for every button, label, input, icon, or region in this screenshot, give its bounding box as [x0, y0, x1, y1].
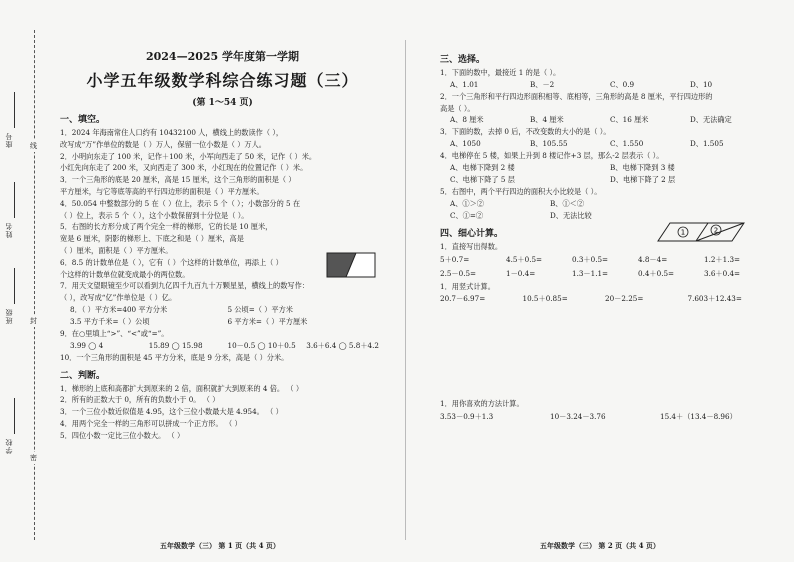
- choice-q1-options: [440, 79, 770, 91]
- choice-q4-options-1: [440, 162, 770, 174]
- fill-in-line: 5．右图的长方形分成了两个完全一样的梯形，它的长是 10 厘米，: [60, 222, 273, 232]
- calc-item: 1.3－1.1=: [572, 268, 609, 278]
- option: D、10: [690, 79, 713, 89]
- calc-item: 0.4＋0.5=: [638, 268, 675, 278]
- fill-in-line: 1．2024 年海南常住人口约有 10432100 人，横线上的数读作（ ），: [60, 128, 284, 137]
- option: C、0.9: [610, 79, 635, 89]
- fill-in-line: 宽是 6 厘米，阴影的梯形上、下底之和是（ ）厘米，高是: [60, 234, 244, 244]
- calc-item: 2.5－0.5=: [440, 268, 477, 278]
- option: A、1.01: [450, 79, 479, 89]
- option: A、1050: [450, 139, 481, 149]
- calc-direct-row-1: [440, 253, 770, 267]
- calc-item: 5＋0.7=: [440, 254, 470, 264]
- choice-q2-options: [440, 114, 770, 126]
- footer-right: 五年级数学（三） 第 2 页（共 4 页）: [540, 541, 660, 550]
- choice-q3-options: [440, 138, 770, 150]
- svg-text:1: 1: [680, 228, 686, 237]
- binding-write-field[interactable]: [14, 92, 15, 128]
- calc-item: 4.8－4=: [638, 254, 668, 264]
- option: C、①=②: [450, 210, 484, 220]
- term-title: 2024—2025 学年度第一学期: [145, 50, 300, 63]
- q9-item: 10－0.5 ◯ 10＋0.5: [227, 340, 296, 350]
- choice-q4-options-2: [440, 174, 770, 186]
- option: B、4 厘米: [530, 115, 564, 125]
- rectangle-trapezoid-figure: [326, 252, 376, 278]
- option: C、电梯下降了 5 层: [450, 174, 515, 184]
- calc-vertical-row: [440, 292, 770, 306]
- choice-q5-options-1: [440, 198, 650, 210]
- calc-item: 1－0.4=: [506, 268, 536, 278]
- section-fill-in-title: 一、填空。: [60, 115, 106, 125]
- vertical-calc-workspace: [440, 306, 770, 398]
- section-judge-title: 二、判断。: [60, 370, 106, 381]
- choice-q5-options-2: [440, 210, 650, 222]
- binding-write-field[interactable]: [14, 398, 15, 434]
- fill-in-line: 平方厘米，与它等底等高的平行四边形的面积是（ ）平方厘米。: [60, 186, 264, 196]
- option: D、无法确定: [690, 115, 732, 125]
- section-calc-title: 四、细心计算。: [440, 228, 504, 239]
- binding-label: 学校: [5, 438, 13, 454]
- choice-q5: 5．右图中，两个平行四边的面积大小比较是（ ）。: [440, 186, 602, 196]
- calc-free-row: [440, 410, 770, 424]
- calc-direct-title: 1．直接写出得数。: [440, 241, 503, 251]
- option: A、8 厘米: [450, 115, 484, 125]
- option: C、1.550: [610, 139, 644, 149]
- calc-item: 10－3.24－3.76: [550, 412, 606, 422]
- choice-q4: 4．电梯停在 5 楼，如果上升到 8 楼记作+3 层，那么-2 层表示（ ）。: [440, 151, 664, 161]
- binding-label: 座号: [5, 132, 13, 148]
- calc-item: 20－2.25=: [605, 294, 644, 304]
- q9-item: 3.99 ◯ 4: [70, 340, 104, 350]
- q8-item: 5 公顷=（ ）平方米: [227, 304, 293, 314]
- q9-item: 15.89 ◯ 15.98: [148, 340, 203, 350]
- choice-q1: 1．下面的数中，最接近 1 的是（ ）。: [440, 68, 561, 77]
- section-choice-title: 三、选择。: [440, 55, 486, 65]
- parallelogram-figure: [656, 221, 746, 243]
- calc-item: 20.7－6.97=: [440, 294, 486, 304]
- binding-label: 班级: [5, 308, 13, 324]
- q8-row-1: [60, 304, 385, 316]
- q8-row-2: [60, 316, 385, 328]
- choice-q2: 2．一个三角形和平行四边形面积相等、底相等，三角形的高是 8 厘米，平行四边形的: [440, 91, 713, 101]
- fill-in-line: （ ），改写成“亿”作单位是（ ）亿。: [60, 293, 177, 303]
- option: C、16 厘米: [610, 115, 649, 125]
- binding-seal-char: 线: [30, 142, 37, 150]
- binding-label: 姓名: [5, 222, 13, 238]
- q9-text: 9．在○里填上“>”、“<”或“=”。: [60, 328, 169, 338]
- choice-q2-cont: 高是（ ）。: [440, 103, 475, 113]
- option: B、－2: [530, 79, 555, 89]
- calc-item: 3.6＋0.4=: [704, 268, 741, 278]
- fill-in-line: 4．50.054 中整数部分的 5 在（ ）位上，表示 5 个（ ）；小数部分的 5 在: [60, 198, 301, 208]
- option: A、①＞②: [450, 198, 484, 208]
- judge-line: 3．一个三位小数近似值是 4.95，这个三位小数最大是 4.954。 （ ）: [60, 407, 283, 417]
- binding-write-field[interactable]: [14, 268, 15, 304]
- binding-write-field[interactable]: [14, 182, 15, 218]
- option: A、电梯下降到 2 楼: [450, 162, 515, 172]
- option: B、105.55: [530, 139, 568, 149]
- q8-item: 6 平方米=（ ）平方厘米: [227, 316, 308, 326]
- calc-direct-row-2: [440, 267, 770, 281]
- judge-line: 4．用两个完全一样的三角形可以拼成一个正方形。 （ ）: [60, 418, 242, 428]
- judge-line: 5．四位小数一定比三位小数大。 （ ）: [60, 430, 185, 440]
- calc-item: 7.603＋12.43=: [687, 294, 742, 304]
- binding-seal-char: 密: [30, 454, 37, 462]
- calc-item: 1.2＋1.3=: [704, 254, 741, 264]
- calc-item: 4.5＋0.5=: [506, 254, 543, 264]
- fill-in-line: 6．8.5 的计数单位是（ ），它有（ ）个这样的计数单位，再添上（ ）: [60, 257, 283, 267]
- q9-items: [60, 340, 385, 352]
- exam-title: 小学五年级数学科综合练习题（三）: [86, 71, 359, 90]
- choice-q3: 3．下面的数，去掉 0 后，不改变数的大小的是（ ）。: [440, 127, 611, 137]
- page-divider: [405, 40, 406, 540]
- page-range: (第 1～54 页): [192, 98, 253, 108]
- option: D、电梯下降了 2 层: [610, 174, 676, 184]
- fill-in-line: 7．用天文望眼镜至少可以看到九亿四千九百九十万颗星星，横线上的数写作：: [60, 281, 309, 291]
- fill-in-line: 个这样的计数单位就变成最小的两位数。: [60, 269, 190, 279]
- q8-item: 8．（ ）平方米=400 平方分米: [70, 304, 168, 314]
- judge-questions: [60, 383, 385, 442]
- binding-seal-char: 封: [30, 317, 37, 325]
- left-page: [60, 48, 385, 442]
- svg-text:2: 2: [713, 226, 719, 235]
- fill-in-line: （ ）位上，表示 5 个（ ），这个小数保留到十分位是（ ）。: [60, 210, 249, 220]
- binding-margin: [0, 0, 52, 562]
- fill-in-line: 改写成“万”作单位的数是（ ）万人，保留一位小数是（ ）万人。: [60, 139, 266, 149]
- fill-in-line: （ ）厘米，面积是（ ）平方厘米。: [60, 245, 173, 255]
- option: B、电梯下降到 3 楼: [610, 162, 675, 172]
- option: D、1.505: [690, 139, 724, 149]
- footer-left: 五年级数学（三） 第 1 页（共 4 页）: [160, 541, 280, 550]
- option: D、无法比较: [550, 210, 592, 220]
- q8-item: 3.5 平方千米=（ ）公顷: [70, 316, 150, 326]
- calc-item: 15.4＋（13.4－8.96）: [660, 412, 737, 422]
- q9-item: 3.6＋6.4 ◯ 5.8＋4.2: [306, 340, 379, 350]
- q10-text: 10．一个三角形的面积是 45 平方分米，底是 9 分米，高是（ ）分米。: [60, 352, 289, 362]
- judge-line: 2．所有的正数大于 0，所有的负数小于 0。 （ ）: [60, 395, 220, 405]
- fill-in-line: 小红先向东走了 200 米，又向西走了 300 米，小红现在的位置记作（ ）米。: [60, 163, 308, 173]
- calc-free-title: 1．用你喜欢的方法计算。: [440, 399, 524, 409]
- fill-in-line: 2．小明向东走了 100 米，记作＋100 米，小军向西走了 50 米，记作（ ）米。: [60, 151, 317, 161]
- judge-line: 1．梯形的上底和高都扩大到原来的 2 倍，面积就扩大到原来的 4 倍。 （ ）: [60, 383, 304, 393]
- calc-item: 0.3＋0.5=: [572, 254, 609, 264]
- calc-vertical-title: 1．用竖式计算。: [440, 281, 495, 291]
- option: B、①＜②: [550, 198, 585, 208]
- fill-in-line: 3．一个三角形的底是 20 厘米，高是 15 厘米，这个三角形的面积是（ ）: [60, 175, 296, 185]
- calc-item: 10.5＋0.85=: [522, 294, 568, 304]
- calc-item: 3.53－0.9＋1.3: [440, 412, 494, 422]
